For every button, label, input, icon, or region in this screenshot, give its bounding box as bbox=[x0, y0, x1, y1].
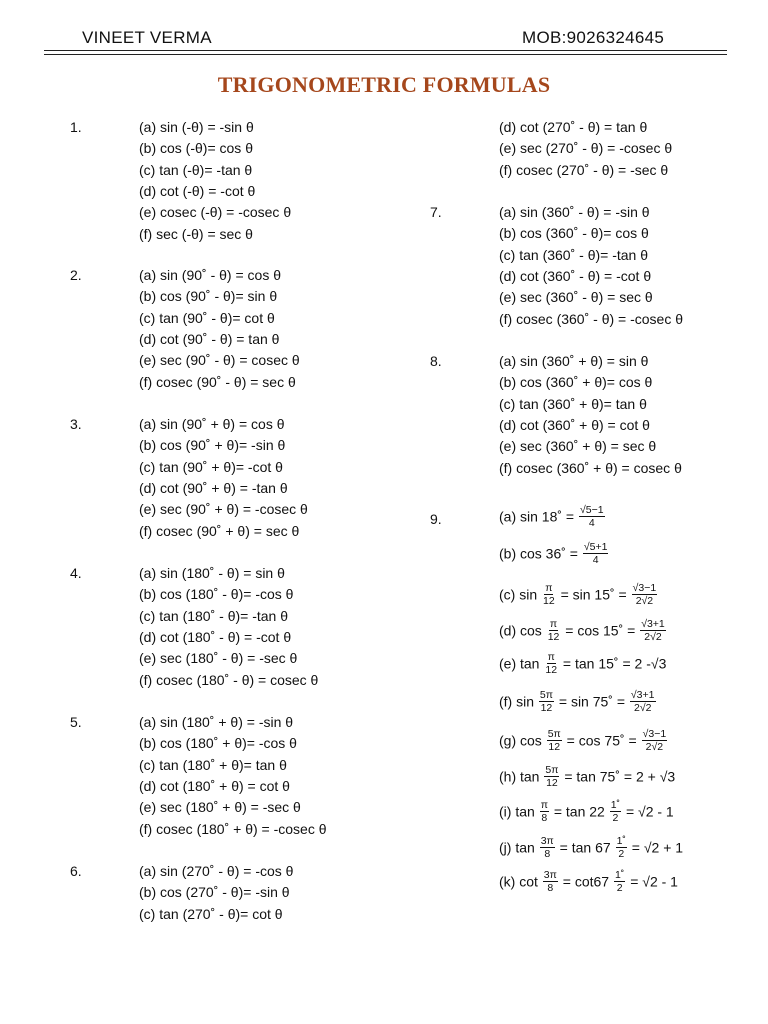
formula-line: (b) cos (270˚ - θ)= -sin θ bbox=[139, 884, 290, 901]
formula-text: (f) sin bbox=[499, 693, 538, 710]
item-number: 7. bbox=[430, 204, 442, 220]
item-number: 6. bbox=[70, 863, 82, 879]
formula-line: (f) cosec (270˚ - θ) = -sec θ bbox=[499, 161, 669, 178]
formula-line: (e) sec (180˚ + θ) = -sec θ bbox=[139, 799, 301, 816]
formula-text: (c) sin bbox=[499, 586, 541, 603]
fraction-numerator: 5π bbox=[545, 764, 559, 776]
formula-line bbox=[499, 728, 668, 753]
fraction-denominator: 4 bbox=[592, 554, 599, 566]
formula-text: = cos 75˚ = bbox=[562, 732, 641, 749]
fraction-denominator: 2√2 bbox=[645, 741, 664, 753]
formula-line: (b) cos (180˚ - θ)= -cos θ bbox=[139, 586, 294, 603]
formula-text: (a) sin 18˚ = bbox=[499, 508, 578, 525]
formula-line: (c) tan (90˚ + θ)= -cot θ bbox=[139, 458, 283, 475]
formula-line: (c) tan (180˚ + θ)= tan θ bbox=[139, 756, 287, 773]
fraction-denominator: 12 bbox=[548, 741, 561, 753]
formula-line: (f) cosec (360˚ + θ) = cosec θ bbox=[499, 459, 682, 476]
fraction bbox=[547, 618, 561, 643]
fraction bbox=[540, 799, 549, 824]
formula-text: (k) cot bbox=[499, 873, 542, 890]
formula-line: (a) sin (90˚ - θ) = cos θ bbox=[139, 267, 281, 283]
fraction bbox=[543, 869, 558, 894]
formula-line: (e) sec (90˚ + θ) = -cosec θ bbox=[139, 501, 308, 518]
formula-line: (a) sin (360˚ + θ) = sin θ bbox=[499, 353, 649, 369]
page-title: TRIGONOMETRIC FORMULAS bbox=[217, 72, 551, 97]
formula-line bbox=[499, 799, 674, 824]
formula-text: (d) cos bbox=[499, 622, 546, 639]
fraction-denominator: 12 bbox=[547, 631, 560, 643]
fraction bbox=[544, 764, 559, 789]
fraction-numerator: √3+1 bbox=[641, 618, 665, 630]
formula-line: (d) cot (-θ) = -cot θ bbox=[139, 182, 256, 199]
fraction-numerator: π bbox=[540, 799, 548, 811]
fraction bbox=[642, 728, 668, 753]
formula-line: (d) cot (360˚ - θ) = -cot θ bbox=[499, 267, 652, 284]
item-number: 8. bbox=[430, 353, 442, 369]
formula-text: = cos 15˚ = bbox=[561, 622, 640, 639]
fraction bbox=[547, 728, 562, 753]
fraction-numerator: 1˚ bbox=[616, 835, 626, 847]
formula-line: (f) sec (-θ) = sec θ bbox=[139, 225, 253, 242]
formula-text: = cot67 bbox=[558, 873, 613, 890]
item-number: 2. bbox=[70, 267, 82, 283]
formula-line: (d) cot (90˚ + θ) = -tan θ bbox=[139, 479, 288, 496]
formula-text: = sin 15˚ = bbox=[556, 586, 631, 603]
formula-line: (f) cosec (360˚ - θ) = -cosec θ bbox=[499, 310, 684, 327]
fraction bbox=[539, 689, 554, 714]
fraction-numerator: √3−1 bbox=[632, 582, 657, 594]
fraction-denominator: 8 bbox=[547, 882, 554, 894]
fraction bbox=[583, 541, 609, 566]
formula-line: (a) sin (180˚ - θ) = sin θ bbox=[139, 565, 285, 581]
fraction-denominator: 8 bbox=[544, 848, 551, 860]
fraction bbox=[632, 582, 658, 607]
formula-line: (c) tan (90˚ - θ)= cot θ bbox=[139, 309, 275, 326]
formula-line: (f) cosec (180˚ + θ) = -cosec θ bbox=[139, 820, 327, 837]
fraction-denominator: 2 bbox=[612, 812, 619, 824]
fraction-numerator: √3−1 bbox=[642, 728, 667, 740]
formula-line: (c) tan (-θ)= -tan θ bbox=[139, 161, 253, 178]
item-number: 5. bbox=[70, 714, 82, 730]
fraction bbox=[579, 504, 605, 529]
formula-line: (e) cosec (-θ) = -cosec θ bbox=[139, 204, 292, 221]
formula-line bbox=[499, 504, 606, 529]
formula-line bbox=[499, 541, 609, 566]
formula-line: (a) sin (270˚ - θ) = -cos θ bbox=[139, 863, 294, 879]
formula-line: (c) tan (360˚ + θ)= tan θ bbox=[499, 395, 647, 412]
fraction-denominator: 2 bbox=[618, 848, 625, 860]
formula-line bbox=[499, 869, 678, 894]
formula-line: (c) tan (360˚ - θ)= -tan θ bbox=[499, 246, 649, 263]
fraction-denominator: 12 bbox=[540, 702, 553, 714]
fraction-denominator: 4 bbox=[588, 517, 595, 529]
formula-line: (d) cot (90˚ - θ) = tan θ bbox=[139, 330, 280, 347]
formula-line: (d) cot (360˚ + θ) = cot θ bbox=[499, 416, 650, 433]
fraction bbox=[540, 835, 555, 860]
formula-line bbox=[499, 689, 657, 714]
fraction-denominator: 12 bbox=[545, 664, 558, 676]
formula-text: = tan 15˚ = 2 -√3 bbox=[559, 655, 667, 672]
fraction bbox=[544, 651, 558, 676]
formula-text: = √2 + 1 bbox=[627, 839, 684, 856]
formula-text: = tan 67 bbox=[555, 839, 615, 856]
formula-line: (e) sec (360˚ + θ) = sec θ bbox=[499, 438, 657, 455]
formula-line: (a) sin (180˚ + θ) = -sin θ bbox=[139, 714, 294, 730]
fraction-numerator: 3π bbox=[543, 869, 557, 881]
fraction-numerator: √3+1 bbox=[630, 689, 655, 701]
item-number: 1. bbox=[70, 119, 82, 135]
fraction bbox=[610, 799, 621, 824]
header-rule-bottom bbox=[44, 54, 727, 55]
formula-line: (f) cosec (90˚ + θ) = sec θ bbox=[139, 522, 300, 539]
formula-text: (j) tan bbox=[499, 839, 539, 856]
fraction-numerator: 5π bbox=[547, 728, 561, 740]
item-number: 3. bbox=[70, 416, 82, 432]
formula-line: (c) tan (270˚ - θ)= cot θ bbox=[139, 905, 283, 922]
formula-text: = sin 75˚ = bbox=[554, 693, 629, 710]
formula-text: (e) tan bbox=[499, 655, 544, 672]
formula-line: (a) sin (360˚ - θ) = -sin θ bbox=[499, 204, 650, 220]
formula-line: (f) cosec (180˚ - θ) = cosec θ bbox=[139, 671, 319, 688]
fraction-denominator: 12 bbox=[546, 777, 558, 789]
formula-line: (e) sec (180˚ - θ) = -sec θ bbox=[139, 650, 298, 667]
formula-line: (d) cot (270˚ - θ) = tan θ bbox=[499, 119, 648, 135]
fraction-numerator: 5π bbox=[539, 689, 553, 701]
formula-line: (d) cot (180˚ + θ) = cot θ bbox=[139, 777, 290, 794]
formula-text: (b) cos 36˚ = bbox=[499, 545, 582, 562]
fraction-numerator: 3π bbox=[540, 835, 554, 847]
fraction-numerator: 1˚ bbox=[610, 799, 621, 811]
author-name: VINEET VERMA bbox=[82, 28, 212, 47]
formula-line bbox=[499, 764, 675, 789]
fraction bbox=[640, 618, 666, 643]
fraction-numerator: √5−1 bbox=[579, 504, 604, 516]
fraction-denominator: 8 bbox=[541, 812, 548, 824]
formula-text: = √2 - 1 bbox=[626, 873, 678, 890]
formula-line: (b) cos (-θ)= cos θ bbox=[139, 140, 253, 157]
fraction bbox=[542, 582, 556, 607]
formula-line: (e) sec (270˚ - θ) = -cosec θ bbox=[499, 140, 673, 157]
formula-line: (c) tan (180˚ - θ)= -tan θ bbox=[139, 607, 289, 624]
formula-text: = tan 75˚ = 2 + √3 bbox=[560, 768, 676, 785]
formula-line bbox=[499, 618, 667, 643]
formula-line: (e) sec (90˚ - θ) = cosec θ bbox=[139, 352, 300, 369]
formula-line: (f) cosec (90˚ - θ) = sec θ bbox=[139, 373, 296, 390]
header-rule-top bbox=[44, 50, 727, 51]
fraction-numerator: π bbox=[545, 582, 553, 594]
mobile-number: MOB:9026324645 bbox=[522, 28, 665, 47]
formula-text: = tan 22 bbox=[549, 803, 609, 820]
formula-line bbox=[499, 651, 666, 676]
fraction-denominator: 2√2 bbox=[635, 595, 654, 607]
item-number: 4. bbox=[70, 565, 82, 581]
formula-line: (a) sin (90˚ + θ) = cos θ bbox=[139, 416, 285, 432]
fraction bbox=[616, 835, 627, 860]
fraction-numerator: √5+1 bbox=[583, 541, 608, 553]
formula-line bbox=[499, 835, 683, 860]
formula-text: (i) tan bbox=[499, 803, 539, 820]
formula-line: (d) cot (180˚ - θ) = -cot θ bbox=[139, 628, 292, 645]
formula-text: (g) cos bbox=[499, 732, 546, 749]
fraction-numerator: π bbox=[549, 618, 558, 630]
formula-line bbox=[499, 582, 658, 607]
item-number: 9. bbox=[430, 511, 442, 527]
formula-text: = √2 - 1 bbox=[622, 803, 674, 820]
formula-line: (b) cos (180˚ + θ)= -cos θ bbox=[139, 735, 297, 752]
formula-line: (a) sin (-θ) = -sin θ bbox=[139, 119, 254, 135]
formula-line: (e) sec (360˚ - θ) = sec θ bbox=[499, 289, 653, 306]
fraction-denominator: 2√2 bbox=[644, 631, 662, 643]
fraction-denominator: 2 bbox=[616, 882, 623, 894]
formula-text: (h) tan bbox=[499, 768, 544, 785]
formula-line: (b) cos (360˚ + θ)= cos θ bbox=[499, 374, 653, 391]
fraction bbox=[614, 869, 625, 894]
fraction-denominator: 2√2 bbox=[633, 702, 652, 714]
fraction-denominator: 12 bbox=[543, 595, 555, 607]
fraction-numerator: π bbox=[547, 651, 555, 663]
fraction-numerator: 1˚ bbox=[614, 869, 625, 881]
fraction bbox=[630, 689, 656, 714]
formula-line: (b) cos (90˚ + θ)= -sin θ bbox=[139, 437, 286, 454]
formula-line: (b) cos (90˚ - θ)= sin θ bbox=[139, 288, 278, 305]
formula-line: (b) cos (360˚ - θ)= cos θ bbox=[499, 225, 649, 242]
